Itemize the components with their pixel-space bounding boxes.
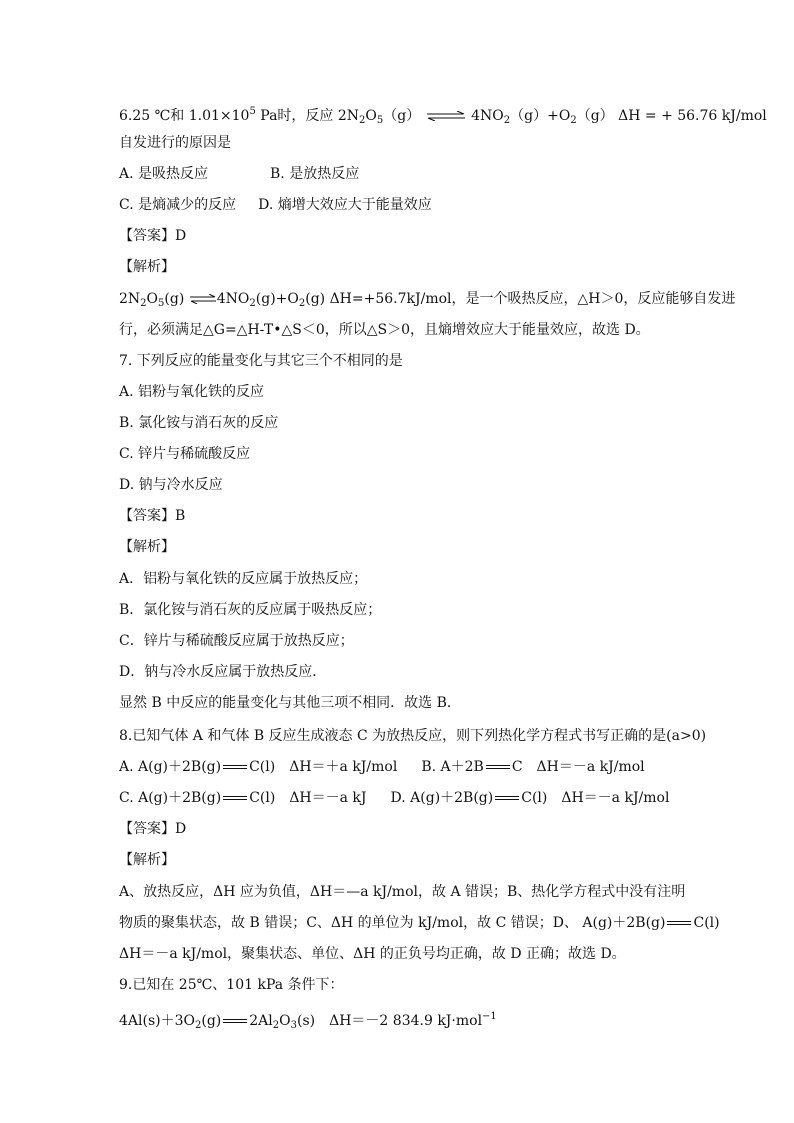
q8-analysis-line1: A、放热反应，ΔH 应为负值，ΔH＝—a kJ/mol，故 A 错误；B、热化学方程式中没有注明	[119, 884, 686, 900]
q7-analysis-d: D．钠与冷水反应属于放热反应．	[119, 664, 327, 680]
q9-stem: 9.已知在 25℃、101 kPa 条件下：	[119, 977, 344, 993]
q7-analysis-label: 【解析】	[119, 539, 175, 555]
reversible-arrow-icon	[190, 294, 216, 304]
q7-option-d: D. 钠与冷水反应	[119, 477, 223, 493]
q8-analysis-line3: ΔH＝－a kJ/mol，聚集状态、单位、ΔH 的正负号均正确，故 D 正确；故选 D。	[119, 946, 626, 962]
q6-option-a: A. 是吸热反应	[119, 166, 209, 182]
equals-bar-icon	[223, 1019, 247, 1023]
q7-analysis-b: B．氯化铵与消石灰的反应属于吸热反应；	[119, 602, 382, 618]
q7-analysis-a: A．铝粉与氧化铁的反应属于放热反应；	[119, 571, 368, 587]
q6-options-ab	[119, 165, 359, 183]
q6-option-c: C. 是熵减少的反应	[119, 197, 237, 213]
q8-option-d: D. A(g)＋2B(g) C(l) ΔH＝－a kJ/mol	[390, 790, 670, 806]
q7-analysis-conclusion: 显然 B 中反应的能量变化与其他三项不相同．故选 B．	[119, 695, 461, 711]
q8-answer: 【答案】D	[119, 821, 187, 837]
q6-stem-line2: 自发进行的原因是	[119, 135, 231, 151]
q6-analysis-label: 【解析】	[119, 259, 175, 275]
q6-option-b: B. 是放热反应	[270, 166, 360, 182]
reversible-arrow-icon	[427, 111, 465, 121]
q7-option-b: B. 氯化铵与消石灰的反应	[119, 415, 279, 431]
q7-stem: 7. 下列反应的能量变化与其它三个不相同的是	[119, 353, 403, 369]
q7-option-c: C. 锌片与稀硫酸反应	[119, 446, 251, 462]
q8-analysis-line2: 物质的聚集状态，故 B 错误；C、ΔH 的单位为 kJ/mol，故 C 错误；D、 A(g)＋2B(g) C(l)	[119, 915, 720, 931]
q8-option-a: A. A(g)＋2B(g) C(l) ΔH＝＋a kJ/mol	[119, 759, 398, 775]
equals-bar-icon	[223, 796, 247, 800]
equals-bar-icon	[667, 921, 691, 925]
q6-analysis-line2: 行，必须满足△G=△H-T•△S＜0，所以△S＞0，且熵增效应大于能量效应，故选 D。	[119, 322, 650, 338]
q7-answer: 【答案】B	[119, 508, 186, 524]
q8-stem: 8.已知气体 A 和气体 B 反应生成液态 C 为放热反应，则下列热化学方程式书写正确的是(a>0)	[119, 728, 707, 744]
q6-answer: 【答案】D	[119, 228, 187, 244]
q8-options-ab	[119, 758, 645, 776]
equals-bar-icon	[495, 796, 519, 800]
q8-options-cd	[119, 789, 669, 807]
q7-option-a: A. 铝粉与氧化铁的反应	[119, 384, 265, 400]
q6-option-d: D. 熵增大效应大于能量效应	[258, 197, 432, 213]
q6-analysis-line1: $2N_2O_5(g)$ $4NO_2(g)+O_2(g)$ ΔH=+56.7kJ/mol，是一个吸热反应，△H＞0，反应能够自发进	[119, 291, 736, 309]
q6-options-cd	[119, 196, 432, 214]
q7-analysis-c: C．锌片与稀硫酸反应属于放热反应；	[119, 633, 354, 649]
equals-bar-icon	[486, 765, 510, 769]
q6-stem-line1: 6.25 ℃和 $1.01\times 10^5$ Pa时，反应 $2N_2O_5(g)$ $4NO_2(g)+O_2(g) \Delta H$ = + 56.76 kJ/mol	[119, 106, 767, 126]
q8-option-b: B. A＋2B C ΔH＝－a kJ/mol	[421, 759, 645, 775]
equals-bar-icon	[223, 765, 247, 769]
q9-equation: $4Al(s)+3O_2(g)$ $2Al_2O_3(s)$ ΔH＝－2 834.9 kJ·mol$^{-1}$	[119, 1011, 497, 1031]
q8-option-c: C. A(g)＋2B(g) C(l) ΔH＝－a kJ	[119, 790, 367, 806]
q8-analysis-label: 【解析】	[119, 852, 175, 868]
